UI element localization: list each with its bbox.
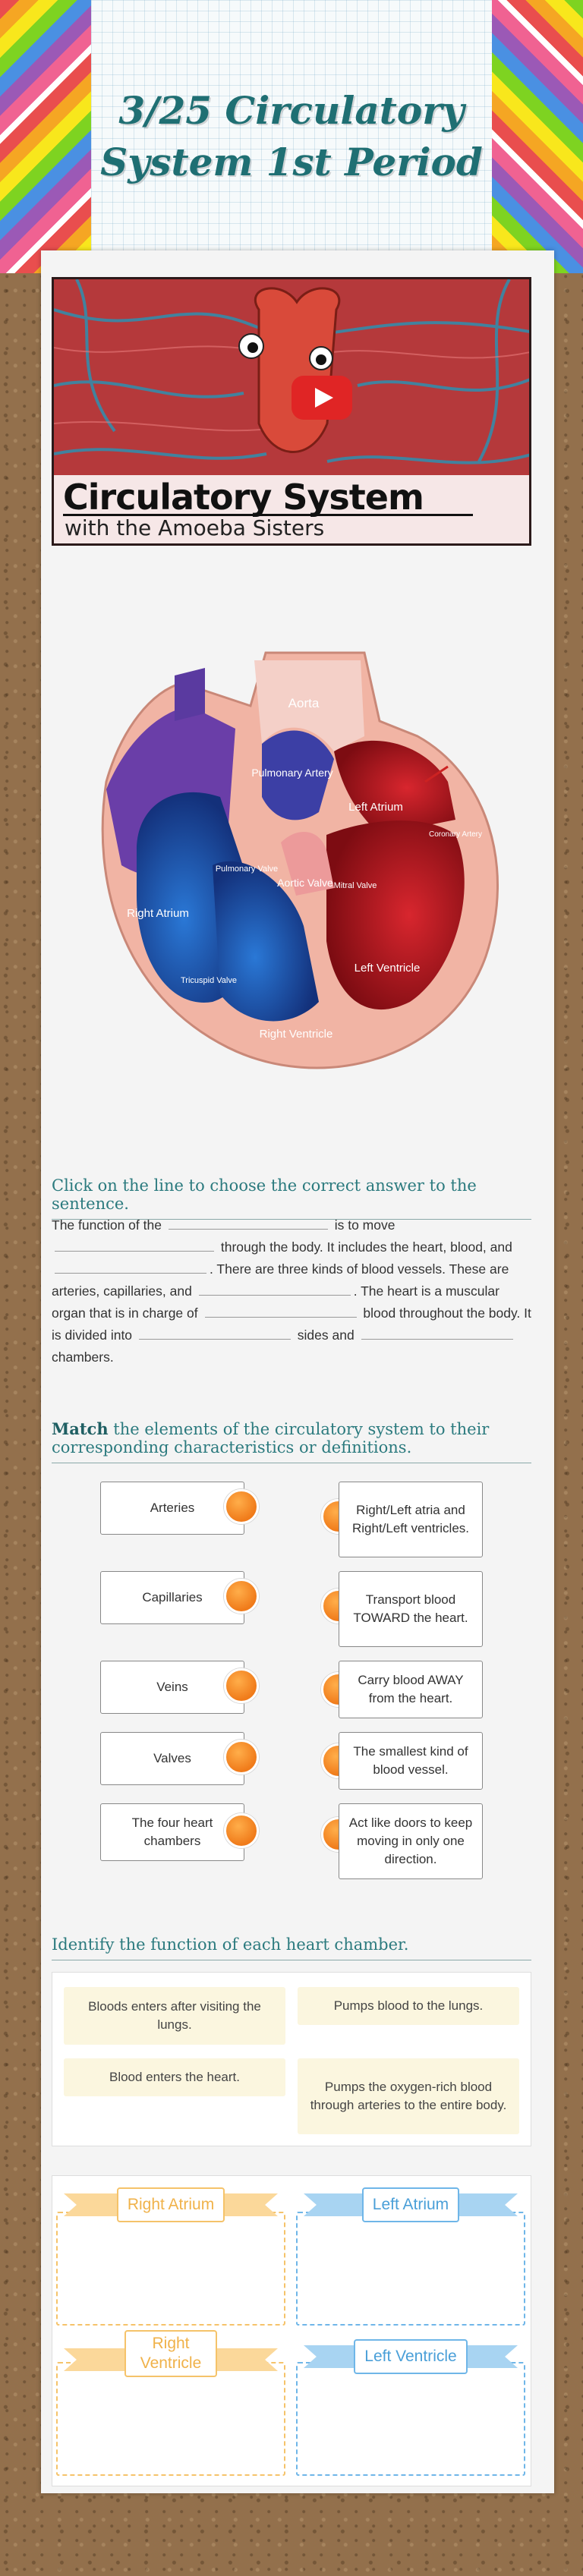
fill-text-segment: The function of the	[52, 1217, 162, 1233]
blank-select[interactable]	[169, 1216, 328, 1230]
fill-text-segment: . There are three kinds of blood vessels. These are arteries, capillaries, and	[52, 1261, 509, 1299]
fill-text-segment: . The heart is a muscular organ that is in charge of	[52, 1283, 499, 1321]
fill-text-segment: is to move	[334, 1217, 395, 1233]
match-connector-dot[interactable]	[224, 1489, 259, 1524]
chamber-chip[interactable]: Pumps the oxygen-rich blood through arteries to the entire body.	[298, 2058, 519, 2134]
zone-label-right-atrium: Right Atrium	[117, 2187, 225, 2222]
fill-text-segment: sides and	[297, 1327, 355, 1343]
play-icon[interactable]	[292, 376, 352, 420]
blank-select[interactable]	[205, 1304, 357, 1318]
match-right-chambers-def[interactable]: Right/Left atria and Right/Left ventricles.	[339, 1482, 483, 1557]
blank-select[interactable]	[55, 1260, 206, 1274]
chamber-chip[interactable]: Pumps blood to the lungs.	[298, 1987, 519, 2025]
ribbon-right-ventricle	[64, 2336, 278, 2371]
fill-in-paragraph	[52, 1214, 531, 1368]
label-right-ventricle: Right Ventricle	[259, 1028, 333, 1041]
chambers-instruction: Identify the function of each heart chamber.	[52, 1935, 531, 1960]
label-coronary-artery: Coronary Artery	[428, 830, 483, 839]
label-tricuspid-valve: Tricuspid Valve	[181, 976, 237, 985]
blank-select[interactable]	[199, 1282, 351, 1296]
match-left-veins[interactable]: Veins	[100, 1661, 244, 1714]
match-right-smallest-vessel[interactable]: The smallest kind of blood vessel.	[339, 1732, 483, 1790]
label-pulmonary-artery: Pulmonary Artery	[251, 767, 333, 779]
label-left-ventricle: Left Ventricle	[354, 962, 421, 975]
zone-label-left-ventricle: Left Ventricle	[354, 2339, 467, 2374]
match-left-arteries[interactable]: Arteries	[100, 1482, 244, 1535]
matching-instruction-bold: Match	[52, 1419, 109, 1438]
ribbon-left-ventricle	[304, 2339, 518, 2374]
heart-diagram	[91, 638, 516, 1078]
match-left-valves[interactable]: Valves	[100, 1732, 244, 1785]
ribbon-right-atrium	[64, 2187, 278, 2222]
dropzone-right-atrium[interactable]	[56, 2212, 285, 2326]
fill-text-segment: through the body. It includes the heart, blood, and	[220, 1239, 512, 1255]
zone-label-right-ventricle: Right Ventricle	[124, 2330, 217, 2377]
label-aortic-valve: Aortic Valve	[277, 877, 333, 889]
label-mitral-valve: Mitral Valve	[333, 881, 377, 890]
video-embed[interactable]	[52, 277, 531, 546]
match-connector-dot[interactable]	[224, 1668, 259, 1703]
matching-instruction	[52, 1419, 531, 1463]
match-right-away-heart[interactable]: Carry blood AWAY from the heart.	[339, 1661, 483, 1718]
fill-in-instruction: Click on the line to choose the correct answer to the sentence.	[52, 1176, 531, 1220]
match-connector-dot[interactable]	[224, 1740, 259, 1775]
dropzone-right-ventricle[interactable]	[56, 2362, 285, 2476]
fill-text-segment: chambers.	[52, 1349, 114, 1365]
label-right-atrium: Right Atrium	[127, 907, 189, 920]
zone-label-left-atrium: Left Atrium	[362, 2187, 459, 2222]
ribbon-left-atrium	[304, 2187, 518, 2222]
content-panel	[41, 250, 554, 2493]
chamber-chip[interactable]: Bloods enters after visiting the lungs.	[64, 1987, 285, 2045]
label-pulmonary-valve: Pulmonary Valve	[215, 864, 279, 874]
blank-select[interactable]	[361, 1326, 513, 1340]
video-title: Circulatory System	[63, 477, 424, 518]
dropzone-left-atrium[interactable]	[296, 2212, 525, 2326]
label-aorta: Aorta	[288, 696, 320, 710]
match-right-toward-heart[interactable]: Transport blood TOWARD the heart.	[339, 1571, 483, 1647]
matching-instruction-rest: the elements of the circulatory system to their corresponding characteristics or definitions.	[52, 1420, 490, 1456]
match-right-doors[interactable]: Act like doors to keep moving in only one direction.	[339, 1803, 483, 1879]
match-connector-dot[interactable]	[224, 1813, 259, 1848]
match-left-heart-chambers[interactable]: The four heart chambers	[100, 1803, 244, 1861]
chamber-chip[interactable]: Blood enters the heart.	[64, 2058, 285, 2096]
dropzone-left-ventricle[interactable]	[296, 2362, 525, 2476]
video-subtitle: with the Amoeba Sisters	[65, 515, 325, 540]
page-title: 3/25 Circulatory System 1st Period	[100, 88, 483, 184]
label-left-atrium: Left Atrium	[348, 801, 403, 814]
fill-text-segment: blood throughout the body. It is divided into	[52, 1305, 531, 1343]
blank-select[interactable]	[55, 1238, 214, 1252]
match-connector-dot[interactable]	[224, 1579, 259, 1614]
match-left-capillaries[interactable]: Capillaries	[100, 1571, 244, 1624]
blank-select[interactable]	[139, 1326, 291, 1340]
